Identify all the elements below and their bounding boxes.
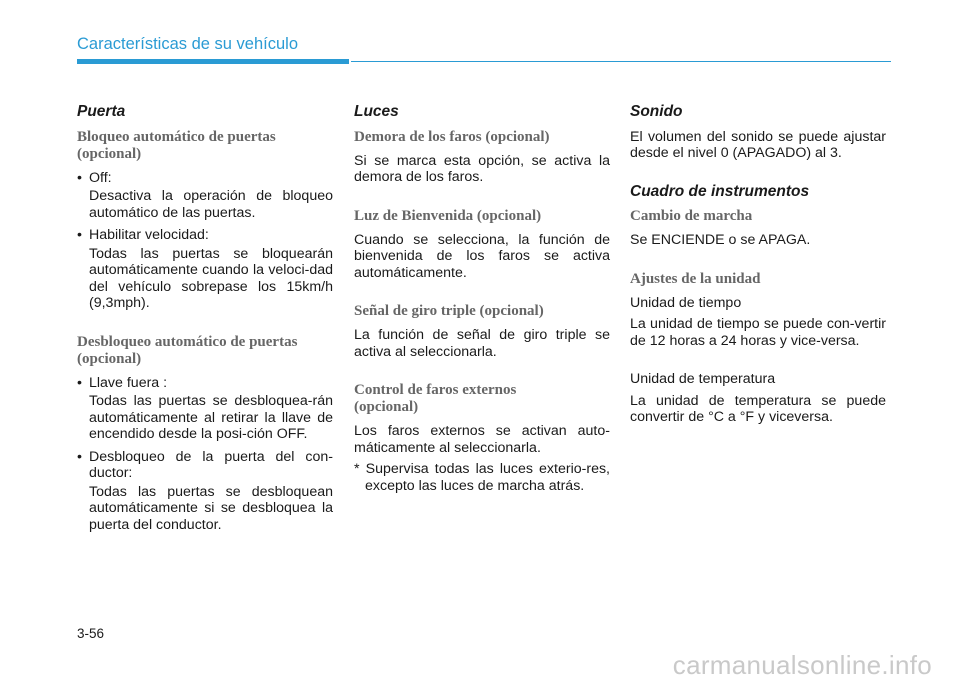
bullet-off-text: Desactiva la operación de bloqueo automático de las puertas. — [89, 188, 333, 221]
paragraph-sonido: El volumen del sonido se puede ajustar desde el nivel 0 (APAGADO) al 3. — [630, 128, 886, 161]
column-puerta — [77, 104, 333, 539]
subheading-bloqueo-automatico: Bloqueo automático de puertas (opcional) — [77, 128, 276, 162]
header-rule-thick — [77, 59, 349, 64]
bullet-llave-fuera-text: Todas las puertas se desbloquea-rán automáticamente al retirar la llave de encendido desde la posi-ción OFF. — [89, 393, 333, 442]
note-supervisa: * Supervisa todas las luces exterio-res, excepto las luces de marcha atrás. — [354, 461, 610, 494]
header-rule-thin — [351, 61, 891, 62]
bullet-desbloqueo-conductor: • Desbloqueo de la puerta del con-ductor: — [77, 449, 333, 482]
subheading-cambio-marcha: Cambio de marcha — [630, 208, 753, 224]
subheading-luz-bienvenida: Luz de Bienvenida (opcional) — [354, 207, 542, 224]
section-heading-sonido: Sonido — [630, 103, 683, 120]
subheading-ajustes-unidad: Ajustes de la unidad — [630, 270, 761, 287]
bullet-desbloqueo-conductor-text: Todas las puertas se desbloquean automáticamente si se desbloquea la puerta del conductor. — [89, 483, 333, 533]
subheading-desbloqueo-automatico: Desbloqueo automático de puertas (opcional) — [77, 333, 298, 367]
bullet-llave-fuera: • Llave fuera : — [77, 375, 333, 392]
subheading-senal-giro: Señal de giro triple (opcional) — [354, 303, 544, 319]
paragraph-unidad-temperatura-text: La unidad de temperatura se puede convertir de °C a °F y viceversa. — [630, 392, 886, 425]
paragraph-senal-giro: La función de señal de giro triple se activa al seleccionarla. — [354, 327, 610, 360]
paragraph-control-faros: Los faros externos se activan auto-máticamente al seleccionarla. — [354, 423, 610, 456]
page-header-title: Características de su vehículo — [77, 35, 299, 53]
bullet-habilitar-velocidad-text: Todas las puertas se bloquearán automáticamente cuando la veloci-dad del vehículo sobrepase los 15km/h (9,3mph). — [89, 245, 333, 311]
bullet-off: • Off: — [77, 170, 333, 187]
page-number: 3-56 — [77, 626, 105, 641]
bullet-habilitar-velocidad: • Habilitar velocidad: — [77, 227, 333, 244]
subheading-control-faros: Control de faros externos (opcional) — [354, 382, 517, 415]
paragraph-unidad-temperatura: Unidad de temperatura — [630, 371, 776, 387]
paragraph-cambio-marcha: Se ENCIENDE o se APAGA. — [630, 232, 811, 248]
paragraph-unidad-tiempo-text: La unidad de tiempo se puede con-vertir de 12 horas a 24 horas y vice-versa. — [630, 316, 886, 349]
watermark-logo: carmanualsonline.info — [672, 650, 932, 680]
section-heading-cuadro: Cuadro de instrumentos — [630, 182, 810, 200]
paragraph-demora-faros: Si se marca esta opción, se activa la demora de los faros. — [354, 152, 610, 185]
column-sonido — [630, 104, 886, 431]
section-heading-puerta: Puerta — [77, 103, 126, 120]
paragraph-unidad-tiempo: Unidad de tiempo — [630, 294, 742, 311]
subheading-demora-faros: Demora de los faros (opcional) — [354, 128, 550, 145]
section-heading-luces: Luces — [354, 103, 399, 120]
column-luces — [354, 104, 610, 499]
paragraph-luz-bienvenida: Cuando se selecciona, la función de bienvenida de los faros se activa automáticamente. — [354, 231, 610, 281]
